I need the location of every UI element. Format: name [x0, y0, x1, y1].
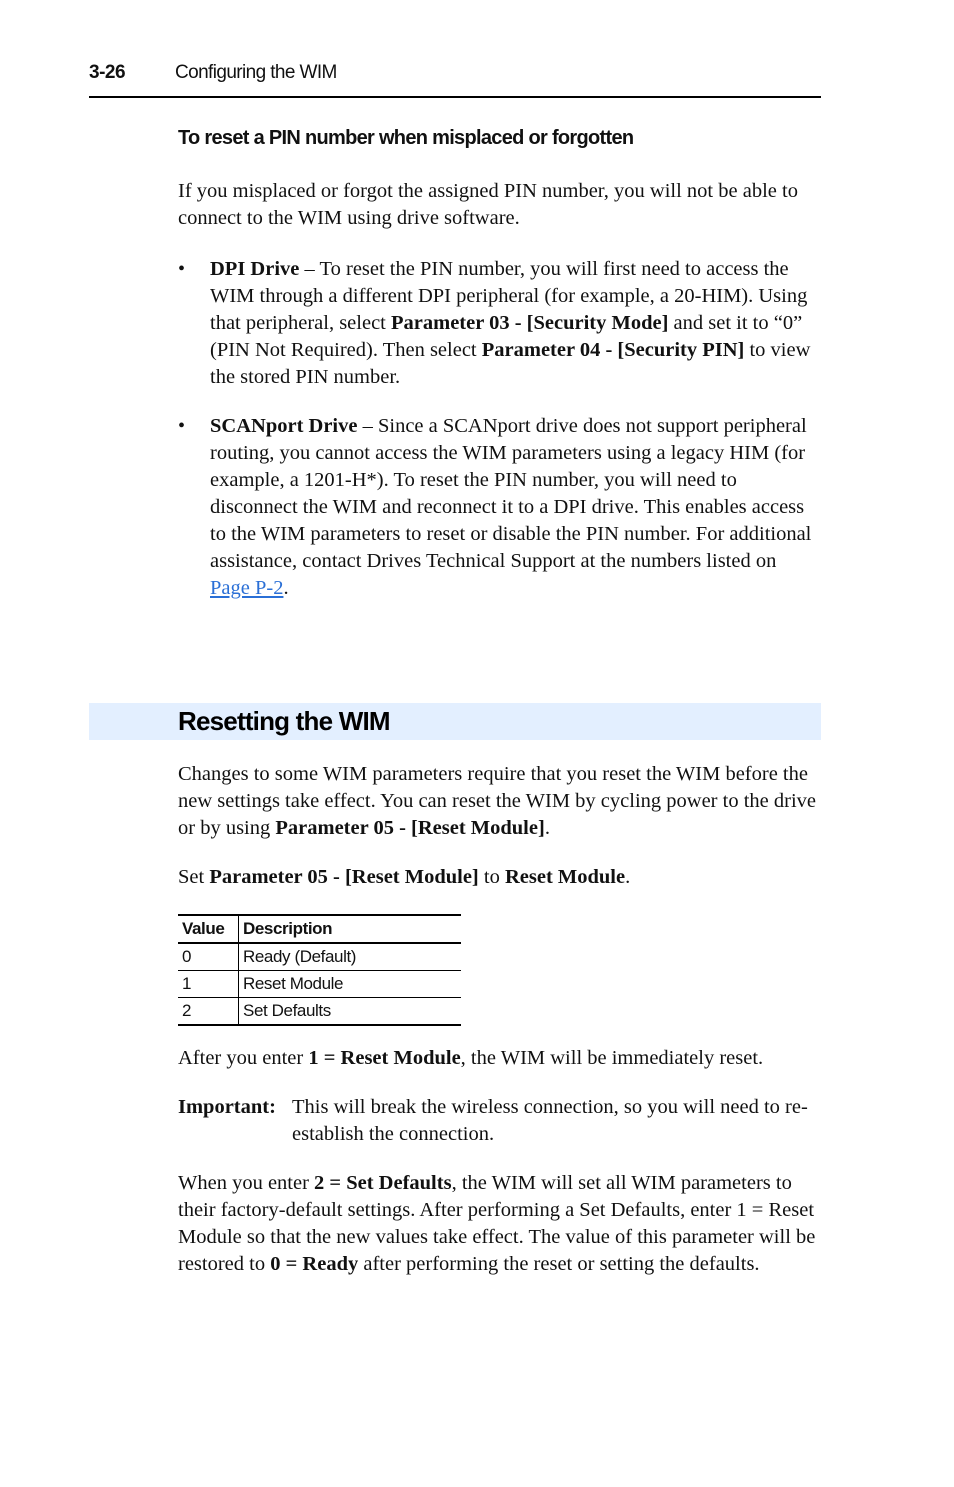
reset-para-1-text — [178, 761, 820, 842]
table-cell-value: 1 — [178, 971, 239, 998]
value-ref: 0 = Ready — [270, 1253, 359, 1275]
text-span: , the WIM will be immediately reset. — [460, 1047, 764, 1069]
table-row — [178, 943, 461, 971]
pin-intro — [178, 178, 820, 232]
text-span: After you enter — [178, 1047, 309, 1069]
bullet-text: . — [283, 577, 289, 599]
pin-reset-heading: To reset a PIN number when misplaced or forgotten — [178, 127, 634, 149]
reset-module-values-table — [178, 914, 461, 1026]
table-header-row — [178, 915, 461, 943]
table-cell-description: Ready (Default) — [239, 943, 462, 971]
bullet-icon: • — [178, 415, 186, 437]
value-ref: 1 = Reset Module — [308, 1047, 461, 1069]
bullet-text: – To reset the PIN number, you will first need to access the WIM through a different DPI peripheral (for example, a 20-HIM). Using that peripheral, select — [210, 258, 808, 334]
drive-bullet-list — [178, 256, 820, 391]
bullet-dpi-drive — [178, 256, 820, 391]
reset-para-2 — [178, 864, 820, 891]
value-ref: Reset Module — [504, 866, 626, 888]
page-p2-link[interactable]: Page P-2 — [210, 577, 284, 599]
table-header-value: Value — [178, 915, 239, 943]
value-ref: 2 = Set Defaults — [314, 1172, 452, 1194]
text-span: Changes to some WIM parameters require that you reset the WIM before the new settings take effect. You can reset the WIM by cycling power to the drive or by using — [178, 763, 816, 839]
chapter-title: Configuring the WIM — [175, 62, 337, 83]
table-header-description: Description — [239, 915, 462, 943]
bullet-text: to view the stored PIN number. — [210, 339, 811, 388]
parameter-ref: Parameter 03 - [Security Mode] — [391, 312, 669, 334]
important-note — [178, 1094, 820, 1148]
bullet-term: SCANport Drive — [210, 415, 358, 437]
text-span: Set — [178, 866, 210, 888]
bullet-text: – Since a SCANport drive does not support peripheral routing, you cannot access the WIM parameters using a legacy HIM (for example, a 1201-H*). To reset the PIN number, you will need to disconnect the WIM and reconnect it to a DPI drive. This enables access to the WIM parameters to reset or disable the PIN number. For additional assistance, contact Drives Technical Support at the numbers listed on — [210, 415, 812, 572]
bullet-text: and set it to “0” (PIN Not Required). Then select — [210, 312, 803, 361]
parameter-ref: Parameter 04 - [Security PIN] — [481, 339, 745, 361]
reset-para-4 — [178, 1170, 820, 1278]
table-cell-description: Reset Module — [239, 971, 462, 998]
reset-para-3-text — [178, 1045, 820, 1072]
reset-para-3 — [178, 1045, 820, 1072]
text-span: , the WIM will set all WIM parameters to their factory-default settings. After performing a Set Defaults, enter 1 = Reset Module so that the new values take effect. The value of this parameter will be restored to — [178, 1172, 816, 1275]
parameter-ref: Parameter 05 - [Reset Module] — [209, 866, 479, 888]
bullet-scanport-drive — [178, 413, 820, 602]
bullet-icon: • — [178, 258, 186, 280]
text-span: . — [625, 866, 631, 888]
table-row — [178, 998, 461, 1026]
table-cell-description: Set Defaults — [239, 998, 462, 1026]
drive-bullet-list-2 — [178, 413, 820, 602]
table-cell-value: 2 — [178, 998, 239, 1026]
bullet-term: DPI Drive — [210, 258, 300, 280]
pin-intro-text: If you misplaced or forgot the assigned PIN number, you will not be able to connect to the WIM using drive software. — [178, 180, 798, 229]
text-span: to — [478, 866, 505, 888]
important-text: This will break the wireless connection, so you will need to re-establish the connection. — [292, 1096, 808, 1145]
section-title-band — [89, 703, 821, 740]
text-span: after performing the reset or setting the defaults. — [358, 1253, 760, 1275]
text-span: . — [544, 817, 550, 839]
page-number: 3-26 — [89, 62, 126, 83]
reset-para-1 — [178, 761, 820, 842]
reset-para-4-text — [178, 1170, 820, 1278]
running-header — [89, 60, 821, 98]
text-span: When you enter — [178, 1172, 315, 1194]
important-label: Important: — [178, 1096, 276, 1118]
table-cell-value: 0 — [178, 943, 239, 971]
table-row — [178, 971, 461, 998]
parameter-ref: Parameter 05 - [Reset Module] — [275, 817, 545, 839]
section-title: Resetting the WIM — [178, 706, 390, 736]
reset-para-2-text — [178, 864, 820, 891]
